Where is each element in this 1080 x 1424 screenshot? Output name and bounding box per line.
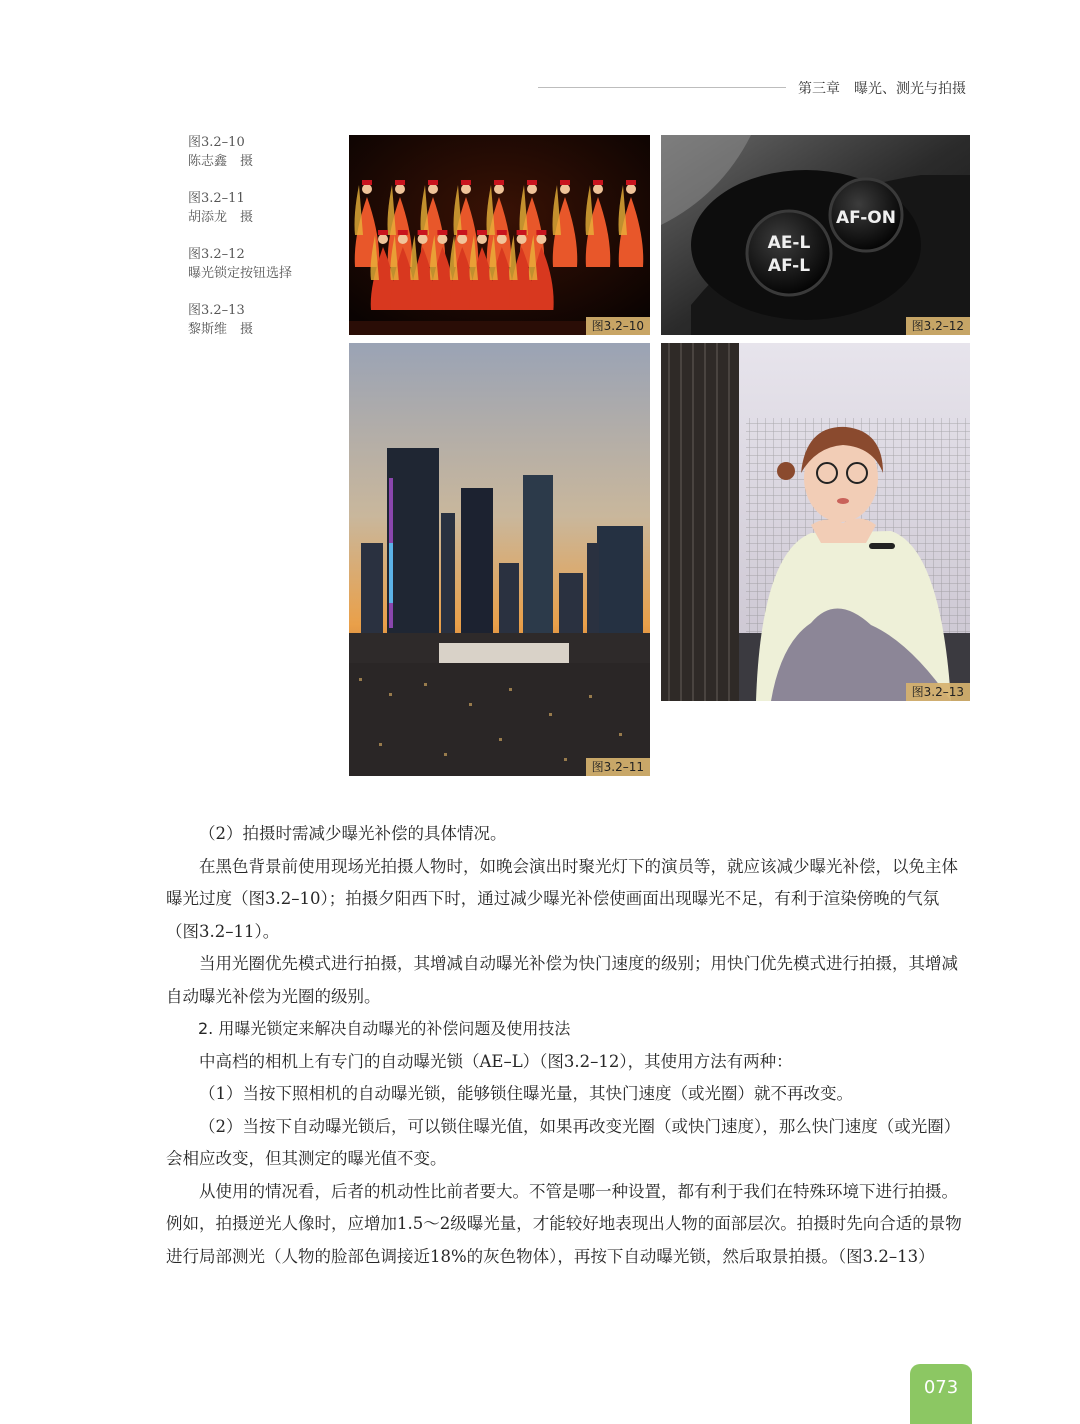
caption-text: 胡添龙 摄 — [188, 210, 254, 225]
dancer-head — [457, 234, 467, 244]
dancer-head — [497, 234, 507, 244]
chapter-header: 第三章 曝光、测光与拍摄 — [798, 81, 966, 97]
dancer-hat — [517, 230, 527, 235]
caption-fig-11 — [188, 189, 338, 227]
body-text — [166, 818, 972, 1273]
dancer-hat — [395, 180, 405, 185]
dancer-hat — [477, 230, 487, 235]
skyline-illustration — [349, 343, 650, 776]
dancer-hat — [437, 230, 447, 235]
dancer-head — [437, 234, 447, 244]
caption-text: 曝光锁定按钮选择 — [188, 266, 293, 281]
dancer-head — [477, 234, 487, 244]
dancer-hat — [626, 180, 636, 185]
dancer-head — [536, 234, 546, 244]
photo-tag: 图3.2–13 — [906, 683, 970, 701]
photo-city-skyline — [349, 343, 650, 776]
af-l-label: AF-L — [767, 256, 811, 276]
photo-portrait — [661, 343, 970, 701]
dancer-hat — [536, 230, 546, 235]
portrait-illustration — [661, 343, 970, 701]
paragraph: （2）当按下自动曝光锁后，可以锁住曝光值，如果再改变光圈（或快门速度），那么快门速度（或光圈）会相应改变，但其测定的曝光值不变。 — [166, 1116, 961, 1168]
header-rule — [538, 87, 786, 88]
ae-l-label: AE-L — [767, 233, 811, 253]
paragraph: 从使用的情况看，后者的机动性比前者要大。不管是哪一种设置，都有利于我们在特殊环境下进行拍摄。例如，拍摄逆光人像时，应增加1.5～2级曝光量，才能较好地表现出人物的面部层次。拍摄时先向合适的景物进行局部测光（人物的脸部色调接近18%的灰色物体），再按下自动曝光锁，然后取景拍摄。（图3.2–13） — [166, 1181, 962, 1266]
photo-dancers — [349, 135, 650, 335]
dancer-head — [494, 184, 504, 194]
caption-fig-10 — [188, 133, 338, 171]
dancer-hat — [494, 180, 504, 185]
dancer-head — [378, 234, 388, 244]
dancer-head — [395, 184, 405, 194]
caption-fig-13 — [188, 301, 338, 339]
dancer-hat — [593, 180, 603, 185]
dancer-head — [593, 184, 603, 194]
caption-list — [188, 133, 338, 357]
photo-tag: 图3.2–11 — [586, 758, 650, 776]
paragraph: 中高档的相机上有专门的自动曝光锁（AE–L）（图3.2–12），其使用方法有两种： — [199, 1051, 793, 1071]
dancer-hat — [362, 180, 372, 185]
dancer-head — [461, 184, 471, 194]
caption-number: 图3.2–10 — [188, 135, 245, 150]
paragraph: 在黑色背景前使用现场光拍摄人物时，如晚会演出时聚光灯下的演员等，就应该减少曝光补偿，以免主体曝光过度（图3.2–10）；拍摄夕阳西下时，通过减少曝光补偿使画面出现曝光不足，有利于渲染傍晚的气氛（图3.2–11）。 — [166, 856, 958, 941]
section-heading: 2. 用曝光锁定来解决自动曝光的补偿问题及使用技法 — [198, 1019, 571, 1038]
photo-tag: 图3.2–10 — [586, 317, 650, 335]
af-on-label: AF-ON — [836, 208, 896, 228]
dancer-hat — [457, 230, 467, 235]
dancer-head — [398, 234, 408, 244]
dancer-head — [626, 184, 636, 194]
caption-number: 图3.2–12 — [188, 247, 245, 262]
caption-text: 陈志鑫 摄 — [188, 154, 254, 169]
paragraph: （2）拍摄时需减少曝光补偿的具体情况。 — [199, 824, 507, 843]
dancer-head — [527, 184, 537, 194]
caption-fig-12 — [188, 245, 338, 283]
dancer-head — [418, 234, 428, 244]
dancer-hat — [398, 230, 408, 235]
photo-tag: 图3.2–12 — [906, 317, 970, 335]
dancer-head — [517, 234, 527, 244]
dancer-hat — [560, 180, 570, 185]
paragraph: （1）当按下照相机的自动曝光锁，能够锁住曝光量，其快门速度（或光圈）就不再改变。 — [199, 1084, 853, 1103]
page-number: 073 — [910, 1364, 972, 1424]
dancers-illustration — [349, 135, 650, 335]
dancer-head — [362, 184, 372, 194]
camera-buttons-illustration — [661, 135, 970, 335]
caption-number: 图3.2–11 — [188, 191, 245, 206]
dancer-head — [560, 184, 570, 194]
dancer-hat — [527, 180, 537, 185]
dancer-hat — [418, 230, 428, 235]
paragraph: 当用光圈优先模式进行拍摄，其增减自动曝光补偿为快门速度的级别；用快门优先模式进行拍摄，其增减自动曝光补偿为光圈的级别。 — [166, 954, 958, 1006]
dancer-hat — [428, 180, 438, 185]
photo-camera-buttons — [661, 135, 970, 335]
dancer-head — [428, 184, 438, 194]
dancer-hat — [378, 230, 388, 235]
dancer-hat — [497, 230, 507, 235]
caption-text: 黎斯维 摄 — [188, 322, 254, 337]
dancer-hat — [461, 180, 471, 185]
caption-number: 图3.2–13 — [188, 303, 245, 318]
